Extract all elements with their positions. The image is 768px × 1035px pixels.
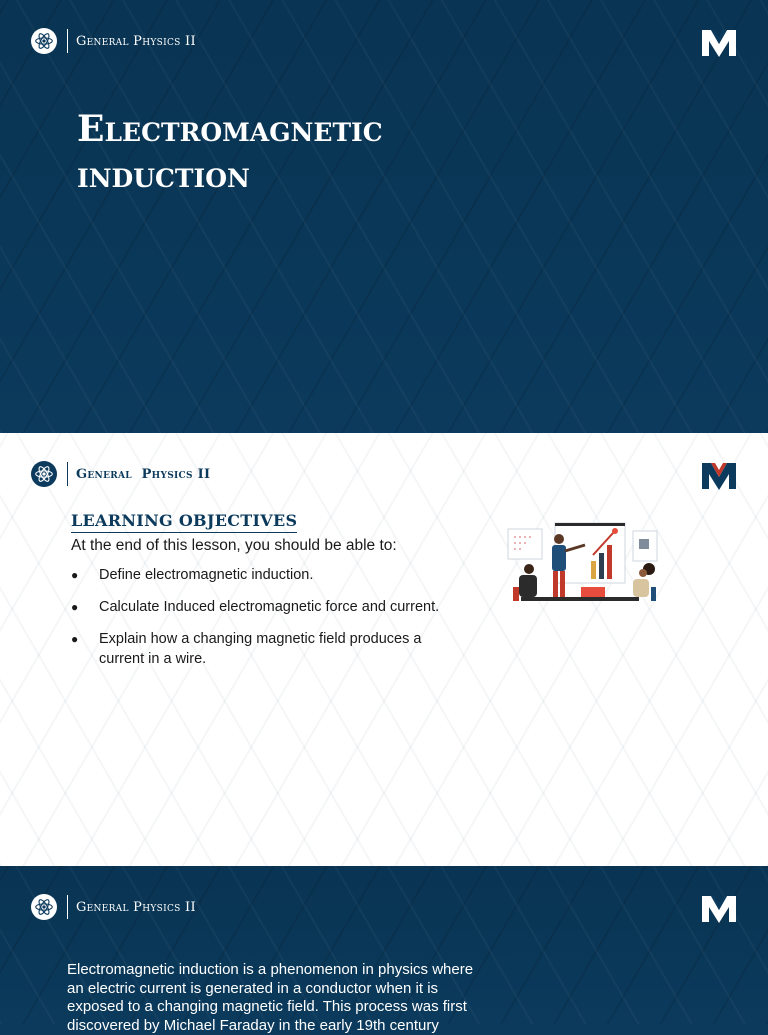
- objectives-intro: At the end of this lesson, you should be able to:: [71, 537, 397, 554]
- slide-header: [31, 894, 196, 920]
- slide-title: [0, 0, 768, 433]
- m-logo-icon: [701, 461, 737, 491]
- list-item: ● Explain how a changing magnetic field produces a current in a wire.: [71, 629, 451, 669]
- intro-paragraph: Electromagnetic induction is a phenomenon in physics where an electric current is generated in a conductor when it is exposed to a changing magnetic field. This process was first discovered by Michael Faraday in the early 19th century: [67, 961, 474, 1034]
- m-logo-icon: [701, 894, 737, 924]
- course-title: General Physics II: [76, 33, 196, 49]
- header-divider: [67, 462, 68, 486]
- m-logo-icon: [701, 28, 737, 58]
- course-title: General Physics II: [76, 899, 196, 915]
- course-title: General Physics II: [76, 466, 211, 482]
- objectives-heading: LEARNING OBJECTIVES: [71, 511, 297, 533]
- atom-icon: [31, 894, 57, 920]
- list-item: ● Calculate Induced electromagnetic force and current.: [71, 597, 451, 617]
- slide-content: [0, 866, 768, 1034]
- header-divider: [67, 29, 68, 53]
- atom-icon: [31, 28, 57, 54]
- header-divider: [67, 895, 68, 919]
- slide-header: [31, 28, 196, 54]
- team-presentation-illustration: [505, 517, 661, 613]
- slide-learning-objectives: [0, 433, 768, 866]
- lesson-title: Electromagnetic induction: [77, 108, 383, 196]
- objectives-list: [71, 565, 451, 681]
- atom-icon: [31, 461, 57, 487]
- slide-header: [31, 461, 210, 487]
- list-item: ● Define electromagnetic induction.: [71, 565, 451, 585]
